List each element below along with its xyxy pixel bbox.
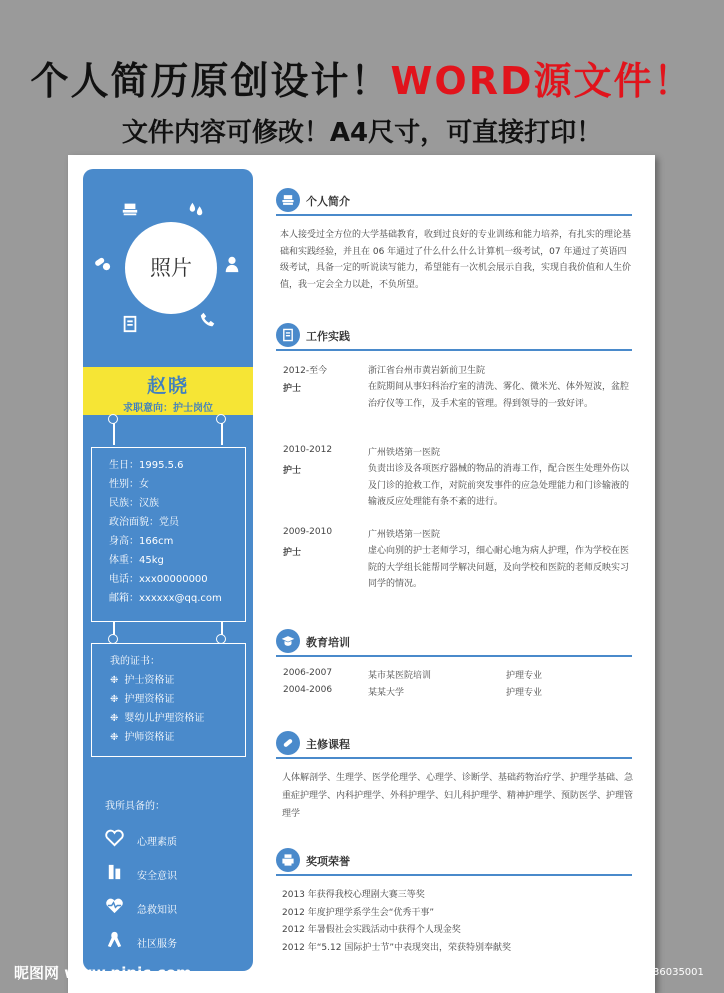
- certificates-title: 我的证书：: [110, 656, 160, 667]
- document-icon: [121, 315, 139, 333]
- work-period: 2010-2012: [283, 445, 333, 455]
- info-phone: 电话：xxx00000000: [109, 574, 208, 585]
- printer-icon: [281, 853, 295, 867]
- profile-text: 本人接受过全方位的大学基础教育，收到过良好的专业训练和能力培养，有扎实的理论基础和实践经验，并且在 06 年通过了什么什么什么计算机一级考试，07 年通过了英语四级考试，具备一定的听说读写能力，希望能有一次机会展示自我，实现自我价值和人生价值，我一定会全力以赴，不负所望。: [280, 230, 632, 290]
- connector-knob: [216, 414, 226, 424]
- cert-item: [110, 709, 204, 728]
- work-org: 广州铁塔第一医院: [368, 530, 441, 540]
- section-divider: [276, 655, 632, 657]
- section-title: 教育培训: [306, 636, 350, 649]
- section-title: 工作实践: [306, 330, 350, 343]
- cert-bullet-icon: ❉: [110, 675, 119, 686]
- certificates-list: [110, 652, 204, 747]
- work-desc: 虚心向别的护士老师学习，细心耐心地为病人护理，作为学校在医院的大学组长能帮同学解决问题，及向学校和医院的老师反映实习同学的情况。: [368, 546, 630, 589]
- pills-icon: [93, 254, 111, 272]
- personal-info-box: [91, 447, 246, 622]
- resume-sidebar: [83, 169, 253, 971]
- edu-period: 2006-2007: [283, 668, 333, 678]
- cert-item: [110, 728, 204, 747]
- section-divider: [276, 757, 632, 759]
- skill-label: 社区服务: [137, 939, 177, 950]
- courses-text: 人体解剖学、生理学、医学伦理学、心理学、诊断学、基础药物治疗学、护理学基础、急重症护理学、内科护理学、外科护理学、妇儿科护理学、精神护理学、预防医学、护理管理学: [282, 773, 634, 819]
- section-title: 主修课程: [306, 738, 350, 751]
- headline-excl-red: ！: [653, 59, 694, 103]
- edu-school: 某某大学: [368, 688, 405, 698]
- awards-list: [282, 887, 634, 957]
- award-item: 2012 年“5.12 国际护士节”中表现突出，荣获特别奉献奖: [282, 942, 511, 953]
- cert-label: 婴幼儿护理资格证: [124, 713, 205, 724]
- info-political-status: 政治面貌：党员: [109, 517, 179, 528]
- skill-label: 急救知识: [137, 905, 177, 916]
- heartbeat-icon: [105, 896, 124, 915]
- work-desc: 在院期间从事妇科治疗室的清洗、雾化、微米光、体外短波，盆腔治疗仪等工作，及手术室的管理。得到领导的一致好评。: [368, 382, 630, 409]
- building-icon: [105, 862, 124, 881]
- watermark-right: ID:23046502 NO:20200721223236035001: [490, 967, 704, 978]
- connector-knob: [108, 414, 118, 424]
- headline-black-text: 个人简历原创设计: [30, 59, 351, 103]
- work-role: 护士: [283, 466, 302, 476]
- ribbon-icon: [105, 930, 124, 949]
- section-icon-badge: [276, 629, 300, 653]
- job-intent: 求职意向：护士岗位: [123, 403, 213, 414]
- cert-bullet-icon: ❉: [110, 732, 119, 743]
- edu-major: 护理专业: [506, 688, 543, 698]
- resume-page: [68, 155, 655, 993]
- nurse-cap-icon: [281, 193, 295, 207]
- phone-icon: [199, 311, 217, 329]
- cert-item: [110, 690, 204, 709]
- section-icon-badge: [276, 323, 300, 347]
- award-item: 2013 年获得我校心理剧大赛三等奖: [282, 890, 425, 900]
- section-title: 个人简介: [306, 195, 350, 208]
- cert-bullet-icon: ❉: [110, 713, 119, 724]
- award-item: 2012 年暑假社会实践活动中获得个人现金奖: [282, 925, 461, 935]
- heart-icon: [105, 828, 124, 847]
- headline-red-text: WORD源文件: [390, 59, 654, 103]
- info-email: 邮箱：xxxxxx@qq.com: [109, 593, 222, 604]
- info-ethnicity: 民族：汉族: [109, 498, 159, 509]
- watermark-left: 昵图网 www.nipic.com: [14, 964, 192, 982]
- section-title: 奖项荣誉: [306, 855, 350, 868]
- section-divider: [276, 214, 632, 216]
- work-period: 2009-2010: [283, 527, 333, 537]
- cert-item: [110, 671, 204, 690]
- skill-label: 安全意识: [137, 871, 177, 882]
- edu-period: 2004-2006: [283, 685, 333, 695]
- banner-headline: [0, 50, 724, 105]
- edu-major: 护理专业: [506, 671, 543, 681]
- promo-banner: [0, 0, 724, 150]
- work-org: 浙江省台州市黄岩新前卫生院: [368, 366, 486, 376]
- headline-excl: ！: [350, 59, 391, 103]
- cert-label: 护师资格证: [124, 732, 175, 743]
- info-weight: 体重：45kg: [109, 555, 164, 566]
- section-divider: [276, 874, 632, 876]
- graduation-cap-icon: [281, 634, 295, 648]
- personal-info-list: [109, 456, 222, 608]
- skill-label: 心理素质: [137, 837, 177, 848]
- skills-title: 我所具备的：: [105, 801, 165, 812]
- nurse-cap-icon: [121, 200, 139, 218]
- cert-label: 护理资格证: [124, 694, 175, 705]
- work-role: 护士: [283, 548, 302, 558]
- work-role: 护士: [283, 384, 302, 394]
- info-height: 身高：166cm: [109, 536, 174, 547]
- photo-placeholder[interactable]: 照片: [125, 222, 217, 314]
- section-icon-badge: [276, 731, 300, 755]
- banner-subline: 文件内容可修改！A4尺寸，可直接打印！: [121, 118, 603, 148]
- info-birthday: 生日：1995.5.6: [109, 460, 184, 471]
- work-period: 2012-至今: [283, 366, 328, 376]
- document-icon: [281, 328, 295, 342]
- bandage-icon: [281, 736, 295, 750]
- certificates-box: [91, 643, 246, 757]
- section-icon-badge: [276, 848, 300, 872]
- section-divider: [276, 349, 632, 351]
- section-icon-badge: [276, 188, 300, 212]
- candidate-name: 赵晓: [146, 375, 189, 397]
- cert-label: 护士资格证: [124, 675, 175, 686]
- work-desc: 负责出诊及各项医疗器械的物品的消毒工作，配合医生处理外伤以及门诊的抢救工作，对院前突发事件的应急处理能力和门诊输液的输液反应处理能有条不紊的进行。: [368, 464, 630, 507]
- name-banner: [83, 367, 253, 415]
- nurse-icon: [223, 255, 241, 273]
- work-org: 广州铁塔第一医院: [368, 448, 441, 458]
- edu-school: 某市某医院培训: [368, 671, 432, 681]
- cert-bullet-icon: ❉: [110, 694, 119, 705]
- info-gender: 性别：女: [109, 479, 149, 490]
- drops-icon: [187, 200, 205, 218]
- award-item: 2012 年度护理学系学生会“优秀干事”: [282, 907, 435, 918]
